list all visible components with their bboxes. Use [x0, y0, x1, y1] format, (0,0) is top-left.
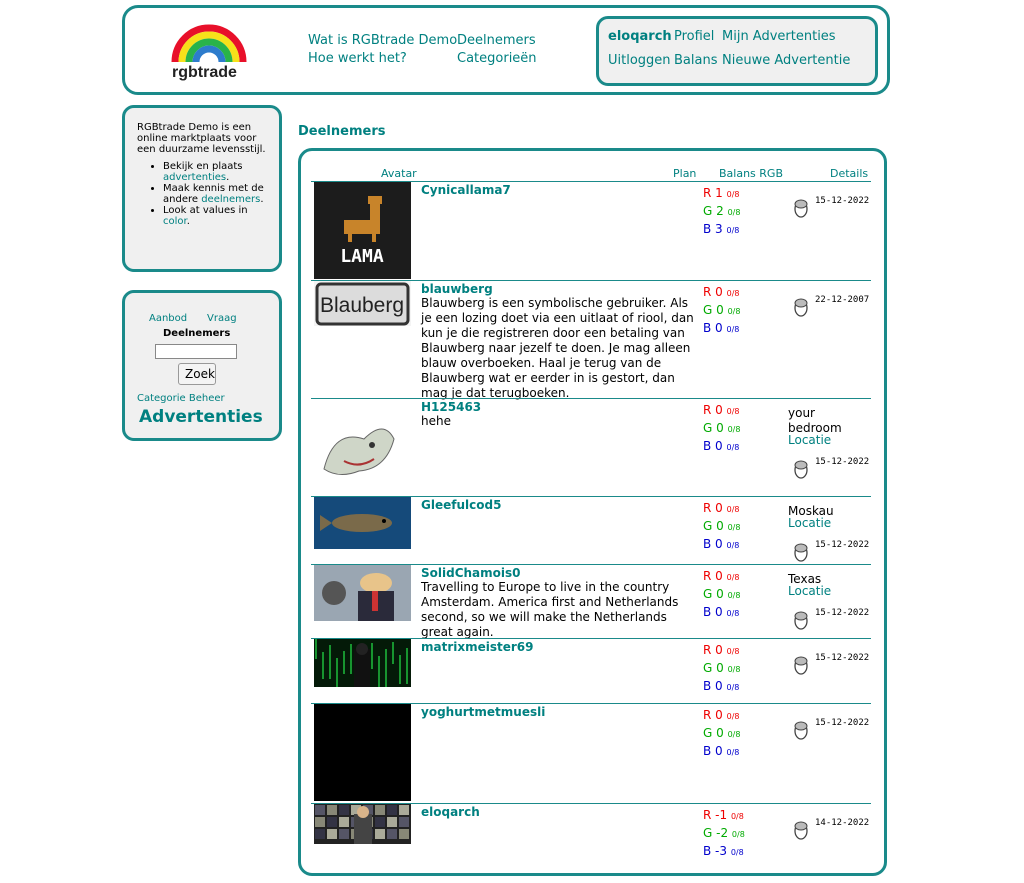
balance-red: R 0 0/8	[703, 569, 740, 583]
tab-vraag[interactable]: Vraag	[207, 313, 237, 324]
balance-red: R -1 0/8	[703, 808, 744, 822]
link-deelnemers[interactable]: deelnemers	[201, 194, 261, 205]
balance-blue: B 0 0/8	[703, 679, 740, 693]
member-date: 22-12-2007	[815, 295, 870, 305]
members-table	[311, 161, 871, 871]
balance-green: G 0 0/8	[703, 421, 741, 435]
balance-red-frac: 0/8	[726, 712, 740, 721]
info-box	[122, 105, 282, 272]
info-item-text: Maak kennis met de andere	[163, 183, 264, 205]
member-name-link[interactable]: yoghurtmetmuesli	[421, 705, 546, 719]
avatar[interactable]	[314, 804, 411, 844]
info-item-text: Look at values in	[163, 205, 248, 216]
avatar[interactable]	[314, 565, 411, 621]
member-date: 15-12-2022	[815, 653, 870, 663]
member-date: 15-12-2022	[815, 196, 870, 206]
balance-red: R 0 0/8	[703, 708, 740, 722]
svg-text:Blauberg: Blauberg	[319, 294, 405, 317]
tab-deelnemers-active[interactable]: Deelnemers	[163, 328, 231, 339]
col-details: Details	[830, 167, 869, 180]
balance-green-frac: 0/8	[727, 665, 741, 674]
col-balans: Balans RGB	[719, 167, 783, 180]
balance-blue-value: 0	[715, 679, 723, 693]
mouse-icon	[793, 459, 809, 479]
table-header	[311, 161, 871, 181]
balance-blue-frac: 0/8	[730, 848, 744, 857]
member-date: 14-12-2022	[815, 818, 870, 828]
info-item-color	[163, 205, 269, 227]
nav-nieuwe-advertentie[interactable]: Nieuwe Advertentie	[722, 53, 851, 68]
avatar[interactable]	[314, 497, 411, 549]
balance-red-value: 0	[715, 643, 723, 657]
member-name-link[interactable]: Cynicallama7	[421, 183, 511, 197]
balance-green: G 0 0/8	[703, 726, 741, 740]
mouse-icon	[793, 610, 809, 630]
balance-blue: B -3 0/8	[703, 844, 744, 858]
table-row	[311, 181, 871, 280]
avatar[interactable]	[314, 704, 411, 801]
member-date: 15-12-2022	[815, 457, 870, 467]
balance-green: G 0 0/8	[703, 661, 741, 675]
table-row	[311, 280, 871, 398]
balance-red-value: 0	[715, 285, 723, 299]
search-box	[122, 290, 282, 441]
nav-balans[interactable]: Balans	[674, 53, 718, 68]
balance-green-frac: 0/8	[731, 830, 745, 839]
balance-blue-frac: 0/8	[726, 226, 740, 235]
mouse-icon	[793, 655, 809, 675]
balance-green: G 0 0/8	[703, 587, 741, 601]
info-item-advertenties	[163, 161, 269, 183]
info-item-text: Bekijk en plaats	[163, 161, 243, 172]
balance-red-frac: 0/8	[726, 573, 740, 582]
search-input[interactable]	[155, 344, 237, 359]
balance-blue: B 0 0/8	[703, 321, 740, 335]
member-name-link[interactable]: matrixmeister69	[421, 640, 534, 654]
balance-red: R 0 0/8	[703, 501, 740, 515]
balance-red: R 0 0/8	[703, 403, 740, 417]
locatie-link[interactable]: Locatie	[788, 584, 832, 598]
nav-deelnemers[interactable]: Deelnemers	[457, 33, 536, 48]
balance-blue: B 0 0/8	[703, 744, 740, 758]
member-date: 15-12-2022	[815, 608, 870, 618]
info-item-punct: .	[260, 194, 264, 205]
user-name-link[interactable]: eloqarch	[608, 29, 672, 44]
nav-mijn-advertenties[interactable]: Mijn Advertenties	[722, 29, 836, 44]
mouse-icon	[793, 720, 809, 740]
balance-blue-frac: 0/8	[726, 609, 740, 618]
balance-blue-value: -3	[715, 844, 728, 858]
balance-red-value: 0	[715, 708, 723, 722]
balance-red-frac: 0/8	[726, 505, 740, 514]
balance-red-frac: 0/8	[726, 289, 740, 298]
nav-wat-is[interactable]: Wat is RGBtrade Demo	[308, 33, 458, 48]
member-date: 15-12-2022	[815, 718, 870, 728]
link-color[interactable]: color	[163, 216, 187, 227]
member-description: hehe	[421, 414, 451, 428]
balance-red-frac: 0/8	[726, 647, 740, 656]
col-plan: Plan	[673, 167, 697, 180]
balance-red-value: 0	[715, 501, 723, 515]
member-name-link[interactable]: SolidChamois0	[421, 566, 521, 580]
col-avatar: Avatar	[381, 167, 417, 180]
balance-green-value: 0	[716, 519, 724, 533]
balance-green-value: 0	[716, 421, 724, 435]
member-name-link[interactable]: blauwberg	[421, 282, 493, 296]
member-description: Travelling to Europe to live in the country Amsterdam. America first and Netherlands second, so we will make the Netherlands great again.	[421, 580, 679, 639]
zoek-button[interactable]: Zoek	[178, 363, 216, 385]
tab-aanbod[interactable]: Aanbod	[149, 313, 188, 324]
balance-red: R 1 0/8	[703, 186, 740, 200]
link-advertenties[interactable]: advertenties	[163, 172, 227, 183]
balance-green-frac: 0/8	[727, 307, 741, 316]
locatie-link[interactable]: Locatie	[788, 433, 832, 447]
balance-green: G 2 0/8	[703, 204, 741, 218]
nav-categorieen[interactable]: Categorieën	[457, 51, 537, 66]
member-name-link[interactable]: eloqarch	[421, 805, 480, 819]
mouse-icon	[793, 542, 809, 562]
balance-green: G 0 0/8	[703, 519, 741, 533]
logo-text[interactable]: rgbtrade	[172, 64, 237, 81]
intro-text: RGBtrade Demo is een online marktplaats voor een duurzame levensstijl.	[137, 122, 266, 155]
member-location: Moskau	[788, 504, 834, 518]
balance-blue-value: 3	[715, 222, 723, 236]
balance-red-frac: 0/8	[726, 190, 740, 199]
page-title: Deelnemers	[298, 124, 386, 139]
balance-red-value: 0	[715, 403, 723, 417]
info-item-punct: .	[226, 172, 230, 183]
balance-blue-value: 0	[715, 537, 723, 551]
mouse-icon	[793, 198, 809, 218]
balance-red: R 0 0/8	[703, 285, 740, 299]
user-menu-box	[596, 16, 878, 86]
member-location: your bedroom	[788, 406, 842, 435]
balance-blue-value: 0	[715, 321, 723, 335]
balance-blue-value: 0	[715, 439, 723, 453]
member-name-link[interactable]: H125463	[421, 400, 482, 414]
balance-blue: B 0 0/8	[703, 439, 740, 453]
mouse-icon	[793, 820, 809, 840]
balance-blue-frac: 0/8	[726, 443, 740, 452]
svg-text:LAMA: LAMA	[340, 246, 384, 267]
balance-blue-frac: 0/8	[726, 748, 740, 757]
balance-green-frac: 0/8	[727, 591, 741, 600]
balance-green-value: 0	[716, 587, 724, 601]
balance-blue-frac: 0/8	[726, 541, 740, 550]
avatar[interactable]	[314, 182, 411, 279]
balance-red-value: 1	[715, 186, 723, 200]
table-row	[311, 803, 871, 871]
info-list	[137, 161, 269, 227]
balance-green-value: 0	[716, 661, 724, 675]
balance-red-value: 0	[715, 569, 723, 583]
avatar[interactable]	[314, 399, 411, 496]
table-row	[311, 398, 871, 496]
balance-blue: B 0 0/8	[703, 537, 740, 551]
locatie-link[interactable]: Locatie	[788, 516, 832, 530]
avatar[interactable]	[314, 281, 411, 326]
info-item-deelnemers	[163, 183, 269, 205]
balance-blue-value: 0	[715, 744, 723, 758]
balance-blue-frac: 0/8	[726, 325, 740, 334]
balance-red-frac: 0/8	[730, 812, 744, 821]
balance-green-frac: 0/8	[727, 730, 741, 739]
avatar[interactable]	[314, 639, 411, 687]
balance-red-frac: 0/8	[726, 407, 740, 416]
balance-red: R 0 0/8	[703, 643, 740, 657]
balance-blue-frac: 0/8	[726, 683, 740, 692]
balance-green-value: 0	[716, 303, 724, 317]
balance-green-frac: 0/8	[727, 425, 741, 434]
nav-profiel[interactable]: Profiel	[674, 29, 715, 44]
member-rows	[311, 181, 871, 871]
table-row	[311, 496, 871, 564]
balance-blue: B 3 0/8	[703, 222, 740, 236]
link-categorie-beheer[interactable]: Categorie Beheer	[137, 393, 225, 404]
table-row	[311, 703, 871, 803]
mouse-icon	[793, 297, 809, 317]
balance-red-value: -1	[715, 808, 728, 822]
nav-hoe-werkt[interactable]: Hoe werkt het?	[308, 51, 407, 66]
balance-green-frac: 0/8	[727, 523, 741, 532]
member-date: 15-12-2022	[815, 540, 870, 550]
nav-uitloggen[interactable]: Uitloggen	[608, 53, 671, 68]
table-row	[311, 638, 871, 703]
table-row	[311, 564, 871, 638]
site-header	[122, 5, 890, 95]
members-panel	[298, 148, 887, 876]
balance-green-value: 2	[716, 204, 724, 218]
balance-blue-value: 0	[715, 605, 723, 619]
balance-green: G -2 0/8	[703, 826, 745, 840]
balance-green-value: 0	[716, 726, 724, 740]
info-item-punct: .	[186, 216, 190, 227]
member-name-link[interactable]: Gleefulcod5	[421, 498, 502, 512]
balance-green-value: -2	[716, 826, 729, 840]
balance-green: G 0 0/8	[703, 303, 741, 317]
balance-blue: B 0 0/8	[703, 605, 740, 619]
link-advertenties-heading[interactable]: Advertenties	[139, 407, 263, 427]
member-description: Blauwberg is een symbolische gebruiker. Als je een lozing doet via een uitlaat of riool, dan kun je die registreren door een betaling van Blauwberg naar jezelf te doen. Je mag alleen blauw overboeken. Haal je terug van de Blauwberg wat er eerder in is gestort, dan mag je dat terugboeken.	[421, 296, 694, 400]
member-location: Texas	[788, 572, 822, 586]
balance-green-frac: 0/8	[727, 208, 741, 217]
